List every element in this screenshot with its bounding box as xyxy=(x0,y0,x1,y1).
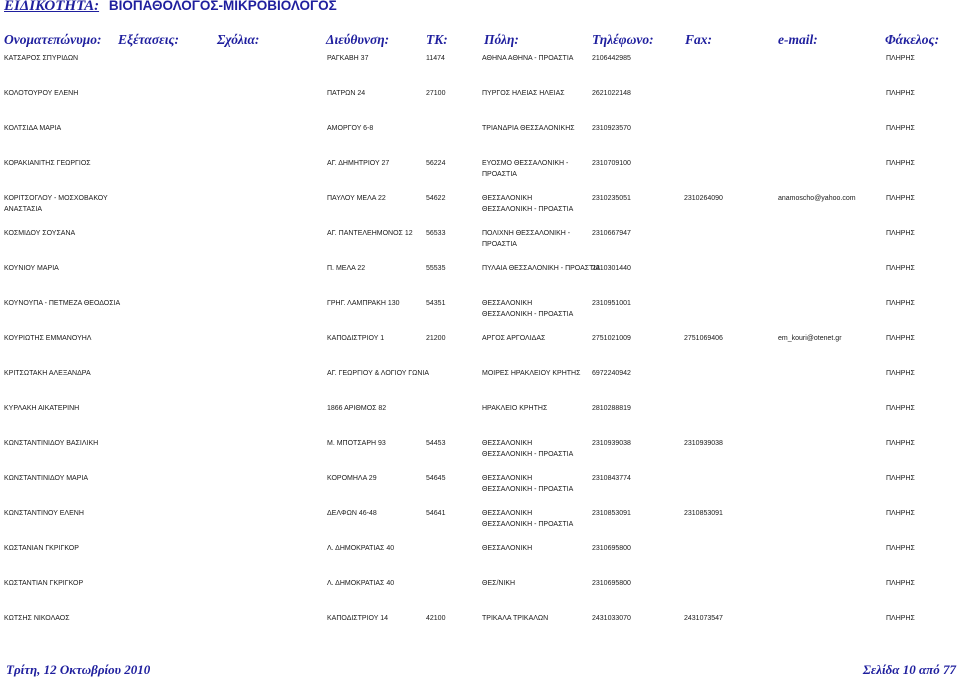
row-phone: 2310951001 xyxy=(592,300,631,307)
row-name: ΚΟΛΤΣΙΔΑ ΜΑΡΙΑ xyxy=(4,125,62,132)
table-row xyxy=(0,508,960,538)
row-address: ΔΕΛΦΩΝ 46-48 xyxy=(327,510,377,517)
row-city: ΘΕΣΣΑΛΟΝΙΚΗ ΘΕΣΣΑΛΟΝΙΚΗ - ΠΡΟΑΣΤΙΑ xyxy=(482,510,574,528)
row-folder: ΠΛΗΡΗΣ xyxy=(886,125,915,132)
table-row xyxy=(0,263,960,293)
table-row xyxy=(0,333,960,363)
row-address: ΚΟΡΟΜΗΛΑ 29 xyxy=(327,475,377,482)
row-city: ΑΘΗΝΑ ΑΘΗΝΑ - ΠΡΟΑΣΤΙΑ xyxy=(482,55,574,62)
row-folder: ΠΛΗΡΗΣ xyxy=(886,475,915,482)
row-fax: 2310264090 xyxy=(684,195,723,202)
row-folder: ΠΛΗΡΗΣ xyxy=(886,300,915,307)
row-phone: 2310843774 xyxy=(592,475,631,482)
header-phone: Τηλέφωνο: xyxy=(592,32,654,47)
row-folder: ΠΛΗΡΗΣ xyxy=(886,335,915,342)
table-row xyxy=(0,298,960,328)
row-address: Μ. ΜΠΟΤΣΑΡΗ 93 xyxy=(327,440,386,447)
row-city: ΤΡΙΚΑΛΑ ΤΡΙΚΑΛΩΝ xyxy=(482,615,549,622)
table-row xyxy=(0,578,960,608)
row-name: ΚΩΝΣΤΑΝΤΙΝΟΥ ΕΛΕΝΗ xyxy=(4,510,84,517)
row-name: ΚΑΤΣΑΡΟΣ ΣΠΥΡΙΔΩΝ xyxy=(4,55,79,62)
row-city: ΕΥΟΣΜΟ ΘΕΣΣΑΛΟΝΙΚΗ - ΠΡΟΑΣΤΙΑ xyxy=(482,160,569,178)
row-name: ΚΩΣΤΑΝΙΑΝ ΓΚΡΙΓΚΟΡ xyxy=(4,545,79,552)
header-city: Πόλη: xyxy=(484,32,519,47)
header-address: Διεύθυνση: xyxy=(326,32,390,47)
table-row xyxy=(0,438,960,468)
row-phone: 2310667947 xyxy=(592,230,631,237)
row-city: ΤΡΙΑΝΔΡΙΑ ΘΕΣΣΑΛΟΝΙΚΗΣ xyxy=(482,125,575,132)
row-fax: 2310939038 xyxy=(684,440,723,447)
row-name: ΚΟΡΑΚΙΑΝΙΤΗΣ ΓΕΩΡΓΙΟΣ xyxy=(4,160,91,167)
row-address: Λ. ΔΗΜΟΚΡΑΤΙΑΣ 40 xyxy=(327,545,395,552)
row-fax: 2751069406 xyxy=(684,335,723,342)
header-name: Ονοματεπώνυμο: xyxy=(4,32,102,47)
row-folder: ΠΛΗΡΗΣ xyxy=(886,195,915,202)
row-folder: ΠΛΗΡΗΣ xyxy=(886,615,915,622)
row-tk: 56224 xyxy=(426,160,446,167)
row-address: ΠΑΥΛΟΥ ΜΕΛΑ 22 xyxy=(327,195,386,202)
row-tk: 54641 xyxy=(426,510,446,517)
table-row xyxy=(0,403,960,433)
table-row xyxy=(0,193,960,223)
row-tk: 55535 xyxy=(426,265,446,272)
row-phone: 2621022148 xyxy=(592,90,631,97)
header-tests: Εξέτασεις: xyxy=(118,32,179,47)
row-name: ΚΩΤΣΗΣ ΝΙΚΟΛΑΟΣ xyxy=(4,615,70,622)
table-row xyxy=(0,543,960,573)
row-tk: 54645 xyxy=(426,475,446,482)
row-phone: 2310853091 xyxy=(592,510,631,517)
row-tk: 54453 xyxy=(426,440,446,447)
row-phone: 2106442985 xyxy=(592,55,631,62)
row-name: ΚΩΝΣΤΑΝΤΙΝΙΔΟΥ ΒΑΣΙΛΙΚΗ xyxy=(4,440,99,447)
specialty-value: ΒΙΟΠΑΘΟΛΟΓΟΣ-ΜΙΚΡΟΒΙΟΛΟΓΟΣ xyxy=(108,0,337,13)
row-address: ΑΓ. ΓΕΩΡΓΙΟΥ & ΛΟΓΙΟΥ ΓΩΝΙΑ xyxy=(327,370,430,377)
row-name: ΚΟΣΜΙΔΟΥ ΣΟΥΣΑΝΑ xyxy=(4,230,76,237)
row-fax: 2310853091 xyxy=(684,510,723,517)
table-row xyxy=(0,123,960,153)
row-folder: ΠΛΗΡΗΣ xyxy=(886,440,915,447)
row-address: Λ. ΔΗΜΟΚΡΑΤΙΑΣ 40 xyxy=(327,580,395,587)
row-tk: 21200 xyxy=(426,335,446,342)
header-email: e-mail: xyxy=(778,32,818,47)
row-address: ΠΑΤΡΩΝ 24 xyxy=(327,90,366,97)
row-tk: 27100 xyxy=(426,90,446,97)
row-name: ΚΩΝΣΤΑΝΤΙΝΙΔΟΥ ΜΑΡΙΑ xyxy=(4,475,89,482)
row-city: ΠΟΛΙΧΝΗ ΘΕΣΣΑΛΟΝΙΚΗ - ΠΡΟΑΣΤΙΑ xyxy=(482,230,571,248)
row-tk: 56533 xyxy=(426,230,446,237)
row-folder: ΠΛΗΡΗΣ xyxy=(886,545,915,552)
row-city: ΘΕΣΣΑΛΟΝΙΚΗ ΘΕΣΣΑΛΟΝΙΚΗ - ΠΡΟΑΣΤΙΑ xyxy=(482,300,574,318)
row-name: ΚΟΥΡΙΩΤΗΣ ΕΜΜΑΝΟΥΗΛ xyxy=(4,335,92,342)
row-phone: 2310301440 xyxy=(592,265,631,272)
row-name: ΚΟΛΟΤΟΥΡΟΥ ΕΛΕΝΗ xyxy=(4,90,79,97)
row-phone: 2310235051 xyxy=(592,195,631,202)
row-email: anamoscho@yahoo.com xyxy=(778,195,856,202)
footer-date: Τρίτη, 12 Οκτωβρίου 2010 xyxy=(6,662,151,677)
table-row xyxy=(0,228,960,258)
header-tk: ΤΚ: xyxy=(426,32,448,47)
row-city: ΘΕΣ/ΝΙΚΗ xyxy=(482,580,516,587)
header-comments: Σχόλια: xyxy=(217,32,260,47)
header-fax: Fax: xyxy=(685,32,712,47)
row-city: ΠΥΡΓΟΣ ΗΛΕΙΑΣ ΗΛΕΙΑΣ xyxy=(482,90,565,97)
row-phone: 2310695800 xyxy=(592,580,631,587)
row-tk: 54351 xyxy=(426,300,446,307)
row-city: ΑΡΓΟΣ ΑΡΓΟΛΙΔΑΣ xyxy=(482,335,546,342)
row-folder: ΠΛΗΡΗΣ xyxy=(886,370,915,377)
table-row xyxy=(0,368,960,398)
row-address: ΚΑΠΟΔΙΣΤΡΙΟΥ 14 xyxy=(327,615,389,622)
row-address: ΡΑΓΚΑΒΗ 37 xyxy=(327,55,369,62)
table-row xyxy=(0,473,960,503)
row-phone: 2751021009 xyxy=(592,335,631,342)
row-tk: 42100 xyxy=(426,615,446,622)
column-header-row xyxy=(0,32,960,50)
specialty-label: ΕΙΔΙΚΟΤΗΤΑ: xyxy=(4,0,100,14)
row-folder: ΠΛΗΡΗΣ xyxy=(886,510,915,517)
row-city: ΘΕΣΣΑΛΟΝΙΚΗ ΘΕΣΣΑΛΟΝΙΚΗ - ΠΡΟΑΣΤΙΑ xyxy=(482,440,574,458)
row-city: ΘΕΣΣΑΛΟΝΙΚΗ ΘΕΣΣΑΛΟΝΙΚΗ - ΠΡΟΑΣΤΙΑ xyxy=(482,475,574,493)
row-folder: ΠΛΗΡΗΣ xyxy=(886,90,915,97)
row-address: ΑΓ. ΠΑΝΤΕΛΕΗΜΟΝΟΣ 12 xyxy=(327,230,413,237)
row-fax: 2431073547 xyxy=(684,615,723,622)
row-tk: 54622 xyxy=(426,195,446,202)
page-number: Σελίδα 10 από 77 xyxy=(862,662,956,677)
row-name: ΚΡΙΤΣΩΤΑΚΗ ΑΛΕΞΑΝΔΡΑ xyxy=(4,370,91,377)
row-folder: ΠΛΗΡΗΣ xyxy=(886,160,915,167)
row-folder: ΠΛΗΡΗΣ xyxy=(886,580,915,587)
row-address: ΑΓ. ΔΗΜΗΤΡΙΟΥ 27 xyxy=(327,160,390,167)
row-phone: 2810288819 xyxy=(592,405,631,412)
row-folder: ΠΛΗΡΗΣ xyxy=(886,405,915,412)
row-address: ΚΑΠΟΔΙΣΤΡΙΟΥ 1 xyxy=(327,335,385,342)
row-email: em_kouri@otenet.gr xyxy=(778,335,842,342)
row-phone: 2310939038 xyxy=(592,440,631,447)
table-row xyxy=(0,53,960,83)
row-folder: ΠΛΗΡΗΣ xyxy=(886,55,915,62)
row-phone: 2310709100 xyxy=(592,160,631,167)
row-phone: 2310923570 xyxy=(592,125,631,132)
table-row xyxy=(0,88,960,118)
row-address: ΑΜΟΡΓΟΥ 6-8 xyxy=(327,125,374,132)
table-row xyxy=(0,613,960,643)
header-folder: Φάκελος: xyxy=(885,32,940,47)
row-address: ΓΡΗΓ. ΛΑΜΠΡΑΚΗ 130 xyxy=(327,300,400,307)
row-city: ΗΡΑΚΛΕΙΟ ΚΡΗΤΗΣ xyxy=(482,405,548,412)
row-phone: 2431033070 xyxy=(592,615,631,622)
row-name: ΚΟΥΝΙΟΥ ΜΑΡΙΑ xyxy=(4,265,59,272)
row-city: ΘΕΣΣΑΛΟΝΙΚΗ xyxy=(482,545,533,552)
row-phone: 6972240942 xyxy=(592,370,631,377)
specialty-line xyxy=(4,0,337,18)
page-footer xyxy=(0,662,960,679)
row-name: ΚΟΥΝΟΥΠΑ - ΠΕΤΜΕΖΑ ΘΕΟΔΟΣΙΑ xyxy=(4,300,121,307)
row-folder: ΠΛΗΡΗΣ xyxy=(886,230,915,237)
row-name: ΚΩΣΤΑΝΤΙΑΝ ΓΚΡΙΓΚΟΡ xyxy=(4,580,84,587)
row-city: ΜΟΙΡΕΣ ΗΡΑΚΛΕΙΟΥ ΚΡΗΤΗΣ xyxy=(482,370,581,377)
row-tk: 11474 xyxy=(426,55,445,62)
row-name: ΚΥΡΛΑΚΗ ΑΙΚΑΤΕΡΙΝΗ xyxy=(4,405,80,412)
row-name: ΚΟΡΙΤΣΟΓΛΟΥ - ΜΟΣΧΟΒΑΚΟΥ ΑΝΑΣΤΑΣΙΑ xyxy=(4,195,108,213)
row-phone: 2310695800 xyxy=(592,545,631,552)
table-row xyxy=(0,158,960,188)
row-address: Π. ΜΕΛΑ 22 xyxy=(327,265,366,272)
row-address: 1866 ΑΡΙΘΜΟΣ 82 xyxy=(327,405,387,412)
row-folder: ΠΛΗΡΗΣ xyxy=(886,265,915,272)
row-city: ΘΕΣΣΑΛΟΝΙΚΗ ΘΕΣΣΑΛΟΝΙΚΗ - ΠΡΟΑΣΤΙΑ xyxy=(482,195,574,213)
row-city: ΠΥΛΑΙΑ ΘΕΣΣΑΛΟΝΙΚΗ - ΠΡΟΑΣΤΙΑ xyxy=(482,265,601,272)
